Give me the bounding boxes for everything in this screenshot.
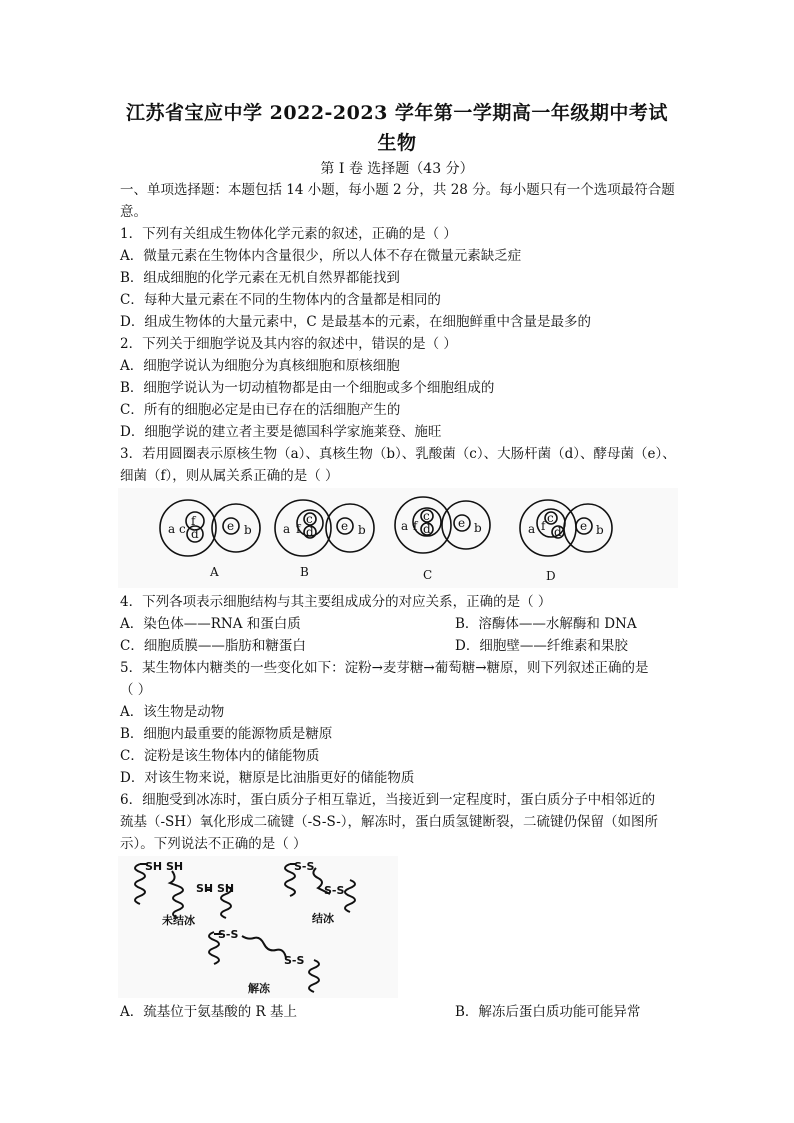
q1-option-a: A．微量元素在生物体内含量很少，所以人体不存在微量元素缺乏症: [120, 248, 522, 264]
q1-option-c: C．每种大量元素在不同的生物体内的含量都是相同的: [120, 292, 441, 308]
svg-text:C: C: [423, 568, 433, 582]
q1-option-b: B．组成细胞的化学元素在无机自然界都能找到: [120, 270, 400, 286]
q5-stem-line-1: 5．某生物体内糖类的一些变化如下：淀粉→麦芽糖→葡萄糖→糖原，则下列叙述正确的是: [120, 660, 649, 676]
ss-label-4: S-S: [284, 954, 305, 967]
subject-title: 生物: [377, 132, 417, 154]
q6-stem-line-2: 巯基（-SH）氧化形成二硫键（-S-S-），解冻时，蛋白质氢键断裂，二硫键仍保留（如图所: [120, 814, 659, 830]
svg-text:c: c: [547, 511, 554, 525]
svg-text:d: d: [306, 525, 314, 539]
svg-text:b: b: [244, 523, 252, 537]
q5-option-b: B．细胞内最重要的能源物质是糖原: [120, 726, 333, 742]
svg-text:e: e: [458, 516, 466, 530]
q6-option-a: A．巯基位于氨基酸的 R 基上: [120, 1004, 297, 1020]
svg-text:b: b: [474, 521, 482, 535]
q4-option-a: A．染色体——RNA 和蛋白质: [120, 616, 301, 632]
svg-text:f: f: [191, 514, 196, 528]
svg-text:d: d: [423, 522, 431, 536]
q3-stem-line-2: 细菌（f），则从属关系正确的是（ ）: [120, 468, 339, 484]
svg-text:A: A: [210, 565, 219, 579]
svg-text:f: f: [541, 519, 546, 533]
svg-text:b: b: [358, 523, 366, 537]
q5-stem-line-2: （ ）: [120, 682, 152, 698]
svg-text:B: B: [300, 565, 309, 579]
q6-stem-line-3: 示）。下列说法不正确的是（ ）: [120, 836, 307, 852]
q6-protein-figure: [118, 856, 398, 998]
q4-option-d: D．细胞壁——纤维素和果胶: [455, 638, 628, 654]
svg-text:f: f: [296, 522, 301, 536]
q5-option-d: D．对该生物来说，糖原是比油脂更好的储能物质: [120, 770, 415, 786]
q5-option-a: A．该生物是动物: [120, 704, 225, 720]
label-thaw: 解冻: [248, 982, 270, 995]
svg-text:c: c: [306, 512, 313, 526]
svg-text:a: a: [401, 519, 409, 533]
q2-option-c: C．所有的细胞必定是由已存在的活细胞产生的: [120, 402, 401, 418]
svg-text:c: c: [423, 509, 430, 523]
ss-label-2: S-S: [324, 884, 345, 897]
label-unfrozen: 未结冰: [162, 914, 195, 927]
svg-text:f: f: [413, 519, 418, 533]
svg-text:e: e: [227, 519, 235, 533]
q2-option-d: D．细胞学说的建立者主要是德国科学家施莱登、施旺: [120, 424, 442, 440]
svg-text:a: a: [168, 522, 176, 536]
q1-stem: 1．下列有关组成生物体化学元素的叙述，正确的是（ ）: [120, 226, 457, 242]
q2-option-b: B．细胞学说认为一切动植物都是由一个细胞或多个细胞组成的: [120, 380, 495, 396]
q2-stem: 2．下列关于细胞学说及其内容的叙述中，错误的是（ ）: [120, 336, 457, 352]
q4-option-c: C．细胞质膜——脂肪和糖蛋白: [120, 638, 306, 654]
svg-text:D: D: [546, 569, 556, 583]
q3-venn-figure: [118, 488, 678, 588]
svg-text:a: a: [283, 522, 291, 536]
svg-text:d: d: [554, 525, 562, 539]
instructions-line-1: 一、单项选择题：本题包括 14 小题，每小题 2 分，共 28 分。每小题只有一个选项最符合题: [120, 182, 675, 198]
ss-label-1: S-S: [294, 860, 315, 873]
exam-title: 江苏省宝应中学 2022-2023 学年第一学期高一年级期中考试: [126, 102, 668, 124]
label-frozen: 结冰: [312, 912, 334, 925]
q6-option-b: B．解冻后蛋白质功能可能异常: [455, 1004, 641, 1020]
q3-stem-line-1: 3．若用圆圈表示原核生物（a）、真核生物（b）、乳酸菌（c）、大肠杆菌（d）、酵母菌（e）、: [120, 446, 676, 462]
svg-text:e: e: [341, 519, 349, 533]
sh-label-2: SH SH: [196, 882, 235, 895]
svg-text:c: c: [179, 522, 186, 536]
section-heading: 第 I 卷 选择题（43 分）: [320, 161, 474, 177]
svg-text:d: d: [191, 527, 199, 541]
sh-label-1: SH SH: [145, 860, 184, 873]
q2-option-a: A．细胞学说认为细胞分为真核细胞和原核细胞: [120, 358, 400, 374]
instructions-line-2: 意。: [120, 204, 147, 220]
q4-stem: 4．下列各项表示细胞结构与其主要组成成分的对应关系，正确的是（ ）: [120, 594, 552, 610]
q1-option-d: D．组成生物体的大量元素中，C 是最基本的元素，在细胞鲜重中含量是最多的: [120, 314, 591, 330]
svg-text:b: b: [596, 523, 604, 537]
svg-text:a: a: [528, 522, 536, 536]
q4-option-b: B．溶酶体——水解酶和 DNA: [455, 616, 637, 632]
q5-option-c: C．淀粉是该生物体内的储能物质: [120, 748, 320, 764]
q6-stem-line-1: 6．细胞受到冰冻时，蛋白质分子相互靠近，当接近到一定程度时，蛋白质分子中相邻近的: [120, 792, 656, 808]
ss-label-3: S-S: [218, 928, 239, 941]
svg-text:e: e: [580, 519, 588, 533]
